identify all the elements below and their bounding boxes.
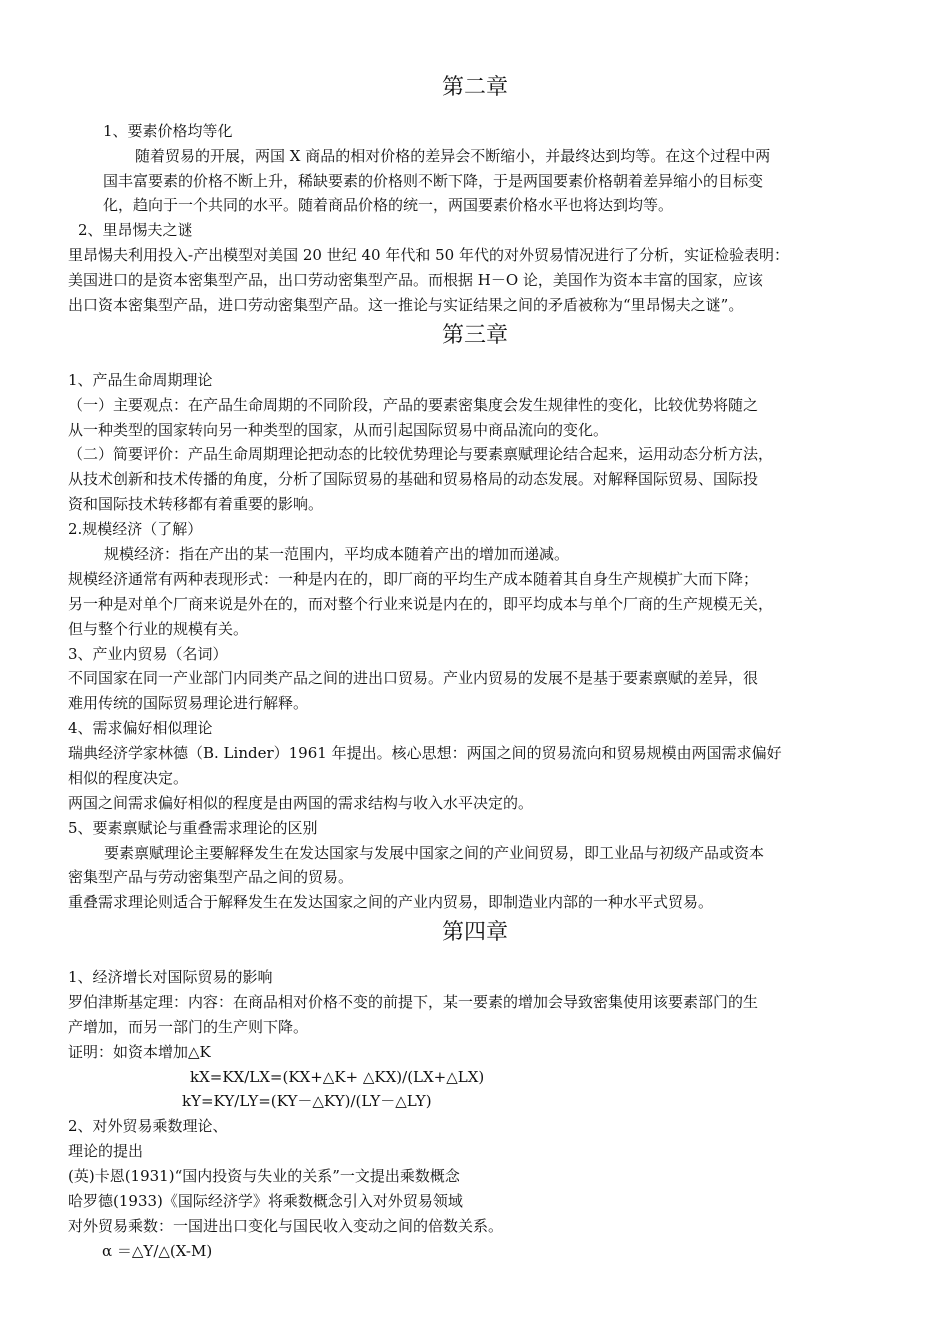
formula-line: α ＝△Y/△(X-M)	[102, 1242, 213, 1260]
paragraph-line: 从一种类型的国家转向另一种类型的国家，从而引起国际贸易中商品流向的变化。	[68, 421, 609, 439]
paragraph-line: 瑞典经济学家林德（B. Linder）1961 年提出。核心思想：两国之间的贸易流向和贸易规模由两国需求偏好	[68, 744, 782, 762]
chapter-heading-4: 第四章	[441, 920, 508, 945]
paragraph-line: （一）主要观点：在产品生命周期的不同阶段，产品的要素密集度会发生规律性的变化，比较优势将随之	[68, 396, 759, 414]
paragraph-line: 但与整个行业的规模有关。	[68, 620, 249, 638]
paragraph-line: 国丰富要素的价格不断上升，稀缺要素的价格则不断下降，于是两国要素价格朝着差异缩小的目标变	[103, 172, 764, 190]
section-heading: 4、需求偏好相似理论	[68, 719, 213, 737]
paragraph-line: 对外贸易乘数：一国进出口变化与国民收入变动之间的倍数关系。	[68, 1217, 504, 1235]
paragraph-line: 罗伯津斯基定理：内容：在商品相对价格不变的前提下，某一要素的增加会导致密集使用该要素部门的生	[68, 993, 759, 1011]
paragraph-line: 两国之间需求偏好相似的程度是由两国的需求结构与收入水平决定的。	[68, 794, 534, 812]
section-heading: 3、产业内贸易（名词）	[68, 645, 228, 663]
paragraph-line: 证明：如资本增加△K	[68, 1043, 211, 1061]
formula-line: kY=KY/LY=(KY－△KY)/(LY－△LY)	[182, 1092, 432, 1110]
paragraph-line: 资和国际技术转移都有着重要的影响。	[68, 495, 324, 513]
paragraph-line: 难用传统的国际贸易理论进行解释。	[68, 694, 309, 712]
paragraph-line: 理论的提出	[68, 1142, 144, 1160]
paragraph-line: 从技术创新和技术传播的角度，分析了国际贸易的基础和贸易格局的动态发展。对解释国际贸易、国际投	[68, 470, 759, 488]
paragraph-line: 里昂惕夫利用投入-产出模型对美国 20 世纪 40 年代和 50 年代的对外贸易情况进行了分析，实证检验表明：	[68, 246, 789, 264]
paragraph-line: 相似的程度决定。	[68, 769, 189, 787]
section-heading: 1、产品生命周期理论	[68, 371, 213, 389]
paragraph-line: 要素禀赋理论主要解释发生在发达国家与发展中国家之间的产业间贸易，即工业品与初级产品或资本	[104, 844, 765, 862]
section-heading: 1、经济增长对国际贸易的影响	[68, 968, 273, 986]
paragraph-line: 另一种是对单个厂商来说是外在的，而对整个行业来说是内在的，即平均成本与单个厂商的生产规模无关，	[68, 595, 774, 613]
paragraph-line: 化，趋向于一个共同的水平。随着商品价格的统一，两国要素价格水平也将达到均等。	[103, 196, 674, 214]
paragraph-line: （二）简要评价：产品生命周期理论把动态的比较优势理论与要素禀赋理论结合起来，运用动态分析方法，	[68, 445, 774, 463]
section-heading: 2.规模经济（了解）	[68, 520, 203, 538]
section-heading: 2、里昂惕夫之谜	[78, 221, 193, 239]
paragraph-line: (英)卡恩(1931)“国内投资与失业的关系”一文提出乘数概念	[68, 1167, 460, 1185]
paragraph-line: 重叠需求理论则适合于解释发生在发达国家之间的产业内贸易，即制造业内部的一种水平式贸易。	[68, 893, 714, 911]
chapter-heading-3: 第三章	[441, 323, 508, 348]
paragraph-line: 产增加，而另一部门的生产则下降。	[68, 1018, 309, 1036]
section-heading: 1、要素价格均等化	[103, 122, 233, 140]
paragraph-line: 随着贸易的开展，两国 X 商品的相对价格的差异会不断缩小，并最终达到均等。在这个过程中两	[135, 147, 771, 165]
formula-line: kX=KX/LX=(KX+△K+ △KX)/(LX+△LX)	[190, 1068, 485, 1086]
paragraph-line: 规模经济：指在产出的某一范围内，平均成本随着产出的增加而递减。	[104, 545, 570, 563]
chapter-heading-2: 第二章	[441, 75, 508, 100]
paragraph-line: 密集型产品与劳动密集型产品之间的贸易。	[68, 868, 354, 886]
paragraph-line: 不同国家在同一产业部门内同类产品之间的进出口贸易。产业内贸易的发展不是基于要素禀赋的差异，很	[68, 669, 759, 687]
paragraph-line: 出口资本密集型产品，进口劳动密集型产品。这一推论与实证结果之间的矛盾被称为“里昂惕夫之谜”。	[68, 296, 744, 314]
section-heading: 5、要素禀赋论与重叠需求理论的区别	[68, 819, 318, 837]
section-heading: 2、对外贸易乘数理论、	[68, 1117, 228, 1135]
paragraph-line: 规模经济通常有两种表现形式：一种是内在的，即厂商的平均生产成本随着其自身生产规模扩大而下降；	[68, 570, 759, 588]
paragraph-line: 哈罗德(1933)《国际经济学》将乘数概念引入对外贸易领域	[68, 1192, 463, 1210]
paragraph-line: 美国进口的是资本密集型产品，出口劳动密集型产品。而根据 H－O 论，美国作为资本丰富的国家，应该	[68, 271, 763, 289]
